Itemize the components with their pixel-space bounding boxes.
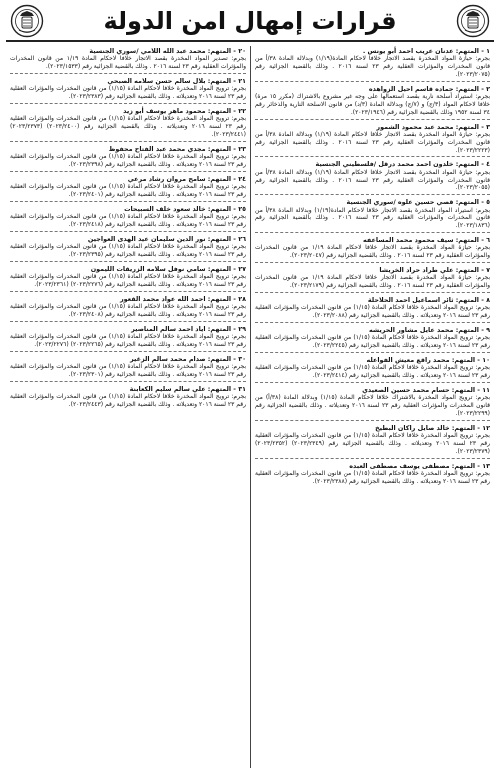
decision-entry <box>10 144 246 172</box>
jordan-emblem-icon <box>456 4 490 38</box>
accused-name: ٢٢ - المتهم: محمود ماهر يوسف أبو زيد <box>123 107 246 115</box>
decision-entry <box>255 122 490 158</box>
charge-text: بجرم: حيازة المواد المخدرة بقصد الاتجار خلافا لاحكام المادة ١/١٩ من قانون المخدرات والمؤثرات العقلية رقم ٢٣ لسنة ٢٠١٦ . وذلك بالقضية الجزائية رقم (٢٠٢٣/٢١٧٩). <box>255 274 490 290</box>
page-title: قرارات إمهال امن الدولة <box>103 7 397 35</box>
accused-name: ١١ - المتهم: حسام محمد حسين الصعيدي <box>362 385 490 394</box>
accused-name: ٢٧ - المتهم: سامي نوفل سلامه الزريقات الليمون <box>90 264 246 273</box>
charge-text: بجرم: حيازة المواد المخدرة بقصد الاتجار خلافا لاحكام المادة (١/١٩) وبدلالة المادة ٣٨/أ من قانون المخدرات والمؤثرات العقلية رقم ٢٣ لسنة ٢٠١٦ . وذلك بالقضية الجزائية رقم (٢٠٢٣/٢٢٢٣). <box>255 131 491 154</box>
accused-name: ٧ - المتهم: علي طراد حراد الخريشا <box>379 265 490 274</box>
charge-text: بجرم: ترويج المواد المخدرة خلافا لاحكام المادة (١/١٥) من قانون المخدرات والمؤثرات العقلية رقم ٢٣ لسنة ٢٠١٦ وتعديلاته . وذلك بالقضية الجزائية رقم (٢٠٢٣/٢٣٨٣). <box>10 85 246 101</box>
decision-entry <box>255 295 490 323</box>
accused-name: ١٣ - المتهم: مصطفى يوسف مصطفى العبده <box>349 461 490 470</box>
accused-name: ١٠ - المتهم: محمد راقع معيش الفواعله <box>366 355 490 364</box>
decision-entry <box>10 384 246 411</box>
accused-name: ٢١ - المتهم: بلال سالم حسن سلامه الصبحي <box>107 77 246 85</box>
accused-name: ٣٠ - المتهم: صدام محمد سالم الزغير <box>130 354 246 363</box>
charge-text: بجرم: ترويج المواد المخدرة خلافا لاحكام المادة (١/١٥) من قانون المخدرات والمؤثرات العقلية رقم ٢٣ لسنة ٢٠١٦ وتعديلاته . وذلك بالقضية الجزائية رقم (٢٠٢٣/٢٣٩٥). <box>10 243 246 258</box>
decision-entry <box>255 159 490 195</box>
decision-entry <box>10 204 246 232</box>
charge-text: بجرم: ترويج المواد المخدرة خلافا لاحكام المادة (١/١٥) من قانون المخدرات والمؤثرات العقلية رقم ٢٣ لسنة ٢٠١٦ وتعديلاته . وذلك بالقضية الجزائية رقم (٢٠٢٣/٢٠٨٨). <box>255 304 490 320</box>
decision-entry <box>255 385 490 421</box>
accused-name: ٣١ - المتهم: علي سالم سليم الكعابنة <box>129 384 246 393</box>
decision-entry <box>255 265 490 293</box>
jordan-emblem-icon <box>10 4 44 38</box>
charge-text: بجرم: ترويج المواد المخدرة خلافا لاحكام المادة (١/١٥) من قانون المخدرات والمؤثرات العقلية رقم ٢٣ لسنة ٢٠١٦ وتعديلاته . وذلك بالقضية الجزائية رقم (٢٠٢٣/٢٤٠٨). <box>10 303 246 318</box>
charge-text: بجرم: ترويج المواد المخدرة خلافا لاحكام المادة (١/١٥) من قانون المخدرات والمؤثرات العقلية رقم ٢٣ لسنة ٢٠١٦ وتعديلاته . وذلك بالقضية الجزائية رقم (٢٠٢٣/٢٤٠٠) (٢٠٢٣/٢٣٧٣) (٢٠٢٣/٢٤٤١). <box>10 115 246 138</box>
accused-name: ٣ - المتهم: محمد عبد محمود الشمور <box>376 122 490 131</box>
decision-entry <box>255 46 490 82</box>
accused-name: ١ - المتهم: عدنان عريب احمد أبو يونس . <box>362 47 490 55</box>
charge-text: بجرم: ترويج المواد المخدرة خلافا لاحكام المادة (١/١٥) من قانون المخدرات والمؤثرات العقلية رقم ٢٣ لسنة ٢٠١٦ وتعديلاته . وذلك بالقضية الجزائية رقم (٢٠٢٣/٢٤١٨). <box>10 213 246 228</box>
charge-text: بجرم: استيراد المواد المخدرة بقصد الاتجار خلافا لاحكام المادة(١/١٩) وبدلالة المادة ٣٨/أ من قانون المخدرات والمؤثرات العقلية رقم ٢٣ لسنة ٢٠١٦ . وذلك بالقضية الجزائية رقم (٢٠٢٣/١٨٣٦). <box>255 206 491 230</box>
columns <box>6 46 494 768</box>
decision-entry <box>10 46 246 74</box>
accused-name: ٢٠ - المتهم: محمد عبد الله اللامي /سوري الجنسية <box>89 47 246 55</box>
charge-text: بجرم: ترويج المواد المخدرة خلافا لاحكام المادة (١/١٥) من قانون المخدرات والمؤثرات العقلية رقم ٢٣ لسنة ٢٠١٦ وتعديلاته . وذلك بالقضية الجزائية رقم (٢٠٢٣/٢٢٧٦) (٢٠٢٣/٢٣٦١). <box>10 273 246 288</box>
accused-name: ٢٩ - المتهم: اياد احمد سالم المناصير <box>131 324 246 333</box>
decision-entry <box>10 174 246 202</box>
charge-text: بجرم: استيراد أسلحة نارية بقصد استعمالها على وجه غير مشروع بالاشتراك (مكرر ١٥ مرة) خلافا لاحكام المواد (٣/ج) و (٧/ج) وبدلالة المادة (٣/د) من قانون الاسلحة النارية والذخائر رقم ٣٤ لسنة ١٩٥٢ وذلك بالقضية الجزائية رقم (٢٠٢٣/١٩٤٦). <box>255 93 491 116</box>
charge-text: بجرم: ترويج المواد المخدرة خلافا لاحكام المادة (١/١٥) من قانون المخدرات والمؤثرات العقلية رقم ٢٣ لسنة ٢٠١٦ وتعديلاته . وذلك بالقضية الجزائية رقم (٢٠٢٣/٢٢٤٥). <box>255 334 490 350</box>
decision-entry <box>10 234 246 262</box>
accused-name: ٢٥ - المتهم: خالد سعود خلف السبيحات <box>124 204 246 213</box>
decision-entry <box>255 235 490 263</box>
decision-entry <box>255 461 490 488</box>
accused-name: ١٢ - المتهم: خالد صايل راكان البطيخ <box>375 423 490 432</box>
decision-entry <box>10 324 246 352</box>
accused-name: ٢٤ - المتهم: سامح مروان رشاد مرعي <box>127 174 246 183</box>
page-header <box>6 2 494 42</box>
accused-name: ٢ - المتهم: حماده قاسم احيل الزواهده <box>368 84 490 93</box>
accused-name: ٨ - المتهم: ثائر اسماعيل احمد الحلاحلة <box>367 295 490 304</box>
right-column <box>250 46 494 768</box>
decision-entry <box>255 325 490 353</box>
decision-entry <box>255 355 490 383</box>
accused-name: ٤ - المتهم: خلدون احمد محمد درقل /فلسطيني الجنسية <box>315 160 490 169</box>
charge-text: بجرم: حيازة المواد المخدرة بقصد الاتجار خلافا لاحكام المادة (١/١٩) وبدلالة المادة ٣٨/أ من قانون المخدرات والمؤثرات العقلية رقم ٢٣ لسنة ٢٠١٦ . وذلك بالقضية الجزائية رقم (٢٠٢٣/٢٠٥٥). <box>255 168 491 192</box>
charge-text: بجرم: تصدير المواد المخدرة بقصد الاتجار خلافا لاحكام المادة ١/١٩ من قانون المخدرات والمؤثرات العقلية رقم ٢٣ لسنة ٢٠١٦ . وذلك بالقضية الجزائية رقم (٢٠٢٣/١٥٣٣). <box>10 55 247 71</box>
accused-name: ٥ - المتهم: قصي حسين علوه /سوري الجنسية <box>346 198 490 207</box>
charge-text: بجرم: ترويج المواد المخدرة خلافا لاحكام المادة (١/١٥) من قانون المخدرات والمؤثرات العقلية رقم ٢٣ لسنة ٢٠١٦ وتعديلاته . وذلك بالقضية الجزائية رقم (٢٠٢٣/٢٤٤٣). <box>10 393 246 408</box>
charge-text: بجرم: ترويج المواد المخدرة خلافا لاحكام المادة (١/١٥) من قانون المخدرات والمؤثرات العقلية رقم ٢٣ لسنة ٢٠١٦ وتعديلاته . وذلك بالقضية الجزائية رقم (٢٠٢٣/٢٢٦٥) (٢٠٢٣/٢٢٧٦). <box>10 333 246 348</box>
charge-text: بجرم: حيازة المواد المخدرة بقصد الاتجار خلافا لاحكام المادة(١/١٩) وبدلالة المادة ٣٨/أ من قانون المخدرات والمؤثرات العقلية رقم ٢٣ لسنة ٢٠١٦ . وذلك بالقضية الجزائية رقم (٢٠٢٣/٢٠٧٥). <box>255 55 491 78</box>
charge-text: بجرم: ترويج المواد المخدرة خلافا لاحكام المادة (١/١٥) من قانون المخدرات والمؤثرات العقلية رقم ٢٣ لسنة ٢٠١٦ وتعديلاته . وذلك بالقضية الجزائية رقم (٢٠٢٣/٢٣٨٨). <box>255 469 490 485</box>
left-column <box>6 46 250 768</box>
decision-entry <box>10 106 246 142</box>
decision-entry <box>10 294 246 322</box>
charge-text: بجرم: حيازة المواد المخدرة بقصد الاتجار خلافا لاحكام المادة ١/١٩ من قانون المخدرات والمؤثرات العقلية رقم ٢٣ لسنة ٢٠١٦ . وذلك بالقضية الجزائية رقم (٢٠٢٣/٢٠٤٧). <box>255 244 490 260</box>
decision-entry <box>10 354 246 382</box>
accused-name: ٢٨ - المتهم: احمد الله عواد محمد القعور <box>119 294 246 303</box>
charge-text: بجرم: ترويج المواد المخدرة خلافا لاحكام المادة (١/١٥) من قانون المخدرات والمؤثرات العقلية رقم ٢٣ لسنة ٢٠١٦ وتعديلاته . وذلك بالقضية الجزائية رقم (٢٠٢٣/٢٣٠١). <box>10 363 246 378</box>
charge-text: بجرم: ترويج المواد المخدرة خلافا لاحكام المادة (١/١٥) من قانون المخدرات والمؤثرات العقلية رقم ٢٣ لسنة ٢٠١٦ وتعديلاته . وذلك بالقضية الجزائية رقم (٢٠٢٣/٢٤١٤). <box>255 364 490 380</box>
charge-text: بجرم: ترويج المواد المخدرة خلافا لاحكام المادة (١/١٥) من قانون المخدرات والمؤثرات العقلية رقم ٢٣ لسنة ٢٠١٦ وتعديلاته . وذلك بالقضية الجزائية رقم (٢٠٢٣/٢٣٤٩) (٢٠٢٣/٢٣٥٢) (٢٠٢٣/٢٣٧٩). <box>255 432 491 455</box>
decision-entry <box>255 423 490 459</box>
accused-name: ٢٦ - المتهم: نور الدين سليمان عيد الهدى العواجين <box>87 234 246 243</box>
charge-text: بجرم: ترويج المواد المخدرة بالاشتراك خلافا لاحكام المادة (١/١٥) وبدلالة المادة (٣٨/أ) من قانون المخدرات والمؤثرات العقلية رقم ٢٣ لسنة ٢٠١٦ وتعديلاته . وذلك بالقضية الجزائية رقم (٢٠٢٣/٢٢٩٩). <box>255 394 490 417</box>
decision-entry <box>10 264 246 292</box>
decision-entry <box>255 84 490 120</box>
accused-name: ٩ - المتهم: محمد عايل مشاور الحريشه <box>368 325 490 334</box>
charge-text: بجرم: ترويج المواد المخدرة خلافا لاحكام المادة (١/١٥) من قانون المخدرات والمؤثرات العقلية رقم ٢٣ لسنة ٢٠١٦ وتعديلاته . وذلك بالقضية الجزائية رقم (٢٠٢٣/٢٤٠١). <box>10 183 246 198</box>
decision-entry <box>10 76 246 104</box>
charge-text: بجرم: ترويج المواد المخدرة خلافا لاحكام المادة (١/١٥) من قانون المخدرات والمؤثرات العقلية رقم ٢٣ لسنة ٢٠١٦ وتعديلاته . وذلك بالقضية الجزائية رقم (٢٠٢٣/٢٣٩٨). <box>10 153 246 168</box>
accused-name: ٢٣ - المتهم: مجدي محمد عبد الفتاح محفوظ <box>108 144 246 153</box>
accused-name: ٦ - المتهم: سيف محمود محمد المساعفه <box>363 235 490 244</box>
decision-entry <box>255 197 490 233</box>
